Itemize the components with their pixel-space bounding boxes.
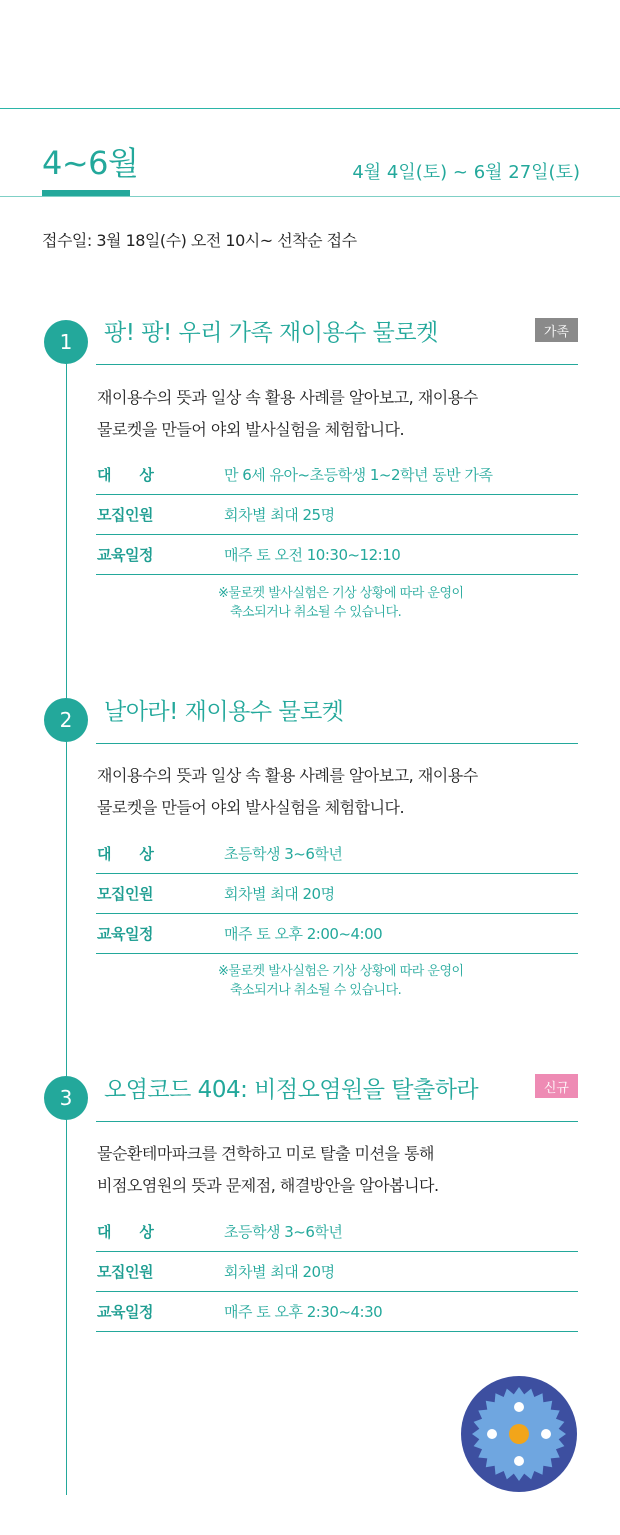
program-number-badge: 1 bbox=[44, 320, 88, 364]
info-row-schedule bbox=[96, 534, 578, 575]
info-label: 대 상 bbox=[97, 466, 154, 484]
flower-badge-icon bbox=[461, 1376, 577, 1492]
info-value: 매주 토 오전 10:30~12:10 bbox=[224, 546, 401, 564]
program-title: 날아라! 재이용수 물로켓 bbox=[104, 699, 344, 725]
program-number-badge: 3 bbox=[44, 1076, 88, 1120]
badge-center-dot bbox=[509, 1424, 529, 1444]
info-row-target bbox=[96, 1211, 578, 1252]
program-description bbox=[97, 382, 478, 446]
description-line: 물순환테마파크를 견학하고 미로 탈출 미션을 통해 bbox=[97, 1144, 435, 1163]
timeline-line bbox=[66, 338, 67, 1495]
info-row-capacity bbox=[96, 494, 578, 535]
season-date-range: 4월 4일(토) ~ 6월 27일(토) bbox=[352, 162, 580, 183]
program-note bbox=[218, 584, 464, 622]
info-value: 회차별 최대 20명 bbox=[224, 885, 335, 903]
program-note bbox=[218, 962, 464, 1000]
season-title: 4~6월 bbox=[42, 144, 139, 182]
program-title-divider bbox=[96, 364, 578, 365]
note-line: ※물로켓 발사실험은 기상 상황에 따라 운영이 bbox=[218, 964, 464, 979]
info-value: 초등학생 3~6학년 bbox=[224, 845, 343, 863]
reception-info: 접수일: 3월 18일(수) 오전 10시~ 선착순 접수 bbox=[42, 231, 357, 250]
info-row-schedule bbox=[96, 1291, 578, 1332]
info-value: 매주 토 오후 2:00~4:00 bbox=[224, 925, 383, 943]
note-line: 축소되거나 취소될 수 있습니다. bbox=[230, 983, 402, 998]
badge-petal-dot bbox=[487, 1429, 497, 1439]
program-title-divider bbox=[96, 743, 578, 744]
badge-petal-dot bbox=[514, 1402, 524, 1412]
season-divider bbox=[0, 196, 620, 197]
description-line: 비점오염원의 뜻과 문제점, 해결방안을 알아봅니다. bbox=[97, 1176, 439, 1195]
info-row-target bbox=[96, 833, 578, 874]
info-label: 대 상 bbox=[97, 845, 154, 863]
info-value: 만 6세 유아~초등학생 1~2학년 동반 가족 bbox=[224, 466, 493, 484]
info-row-capacity bbox=[96, 873, 578, 914]
info-label: 모집인원 bbox=[97, 1263, 153, 1281]
program-number-badge: 2 bbox=[44, 698, 88, 742]
program-tag-new: 신규 bbox=[535, 1074, 578, 1098]
description-line: 재이용수의 뜻과 일상 속 활용 사례를 알아보고, 재이용수 bbox=[97, 766, 478, 785]
info-value: 회차별 최대 25명 bbox=[224, 506, 335, 524]
info-label: 대 상 bbox=[97, 1223, 154, 1241]
program-tag-family: 가족 bbox=[535, 318, 578, 342]
program-title: 팡! 팡! 우리 가족 재이용수 물로켓 bbox=[104, 320, 438, 346]
program-title-divider bbox=[96, 1121, 578, 1122]
badge-petal-dot bbox=[541, 1429, 551, 1439]
info-label: 교육일정 bbox=[97, 1303, 153, 1321]
info-value: 초등학생 3~6학년 bbox=[224, 1223, 343, 1241]
top-divider bbox=[0, 108, 620, 109]
info-label: 모집인원 bbox=[97, 885, 153, 903]
description-line: 물로켓을 만들어 야외 발사실험을 체험합니다. bbox=[97, 798, 405, 817]
info-row-target bbox=[96, 454, 578, 495]
description-line: 물로켓을 만들어 야외 발사실험을 체험합니다. bbox=[97, 420, 405, 439]
info-label: 교육일정 bbox=[97, 925, 153, 943]
info-label: 교육일정 bbox=[97, 546, 153, 564]
program-description bbox=[97, 1138, 439, 1202]
description-line: 재이용수의 뜻과 일상 속 활용 사례를 알아보고, 재이용수 bbox=[97, 388, 478, 407]
info-row-capacity bbox=[96, 1251, 578, 1292]
note-line: 축소되거나 취소될 수 있습니다. bbox=[230, 605, 402, 620]
info-label: 모집인원 bbox=[97, 506, 153, 524]
program-description bbox=[97, 760, 478, 824]
info-value: 매주 토 오후 2:30~4:30 bbox=[224, 1303, 383, 1321]
info-value: 회차별 최대 20명 bbox=[224, 1263, 335, 1281]
info-row-schedule bbox=[96, 913, 578, 954]
badge-petal-dot bbox=[514, 1456, 524, 1466]
program-title: 오염코드 404: 비점오염원을 탈출하라 bbox=[104, 1077, 479, 1103]
note-line: ※물로켓 발사실험은 기상 상황에 따라 운영이 bbox=[218, 586, 464, 601]
